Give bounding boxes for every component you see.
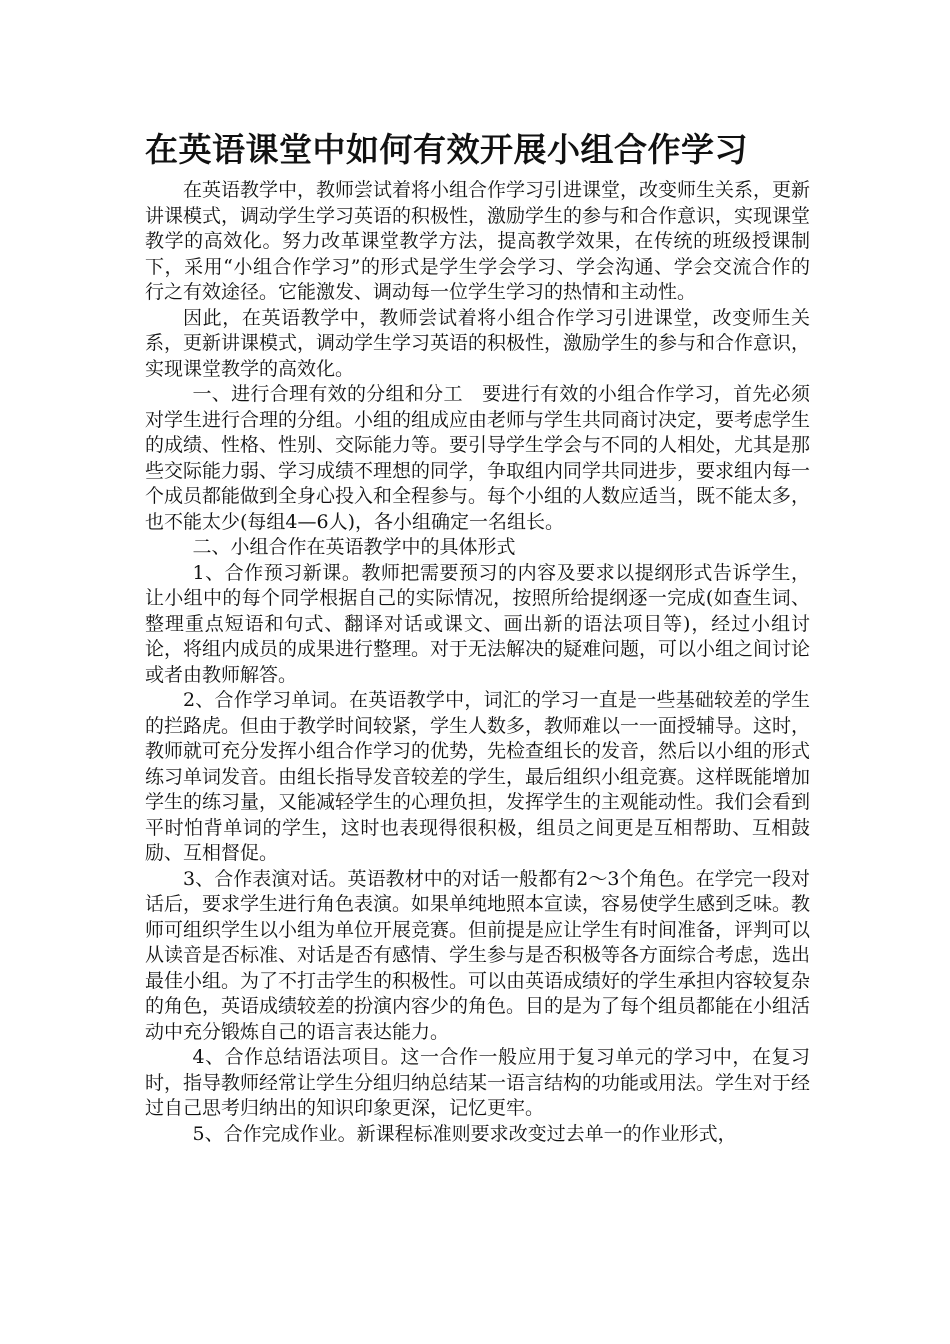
section-two-heading: 二、小组合作在英语教学中的具体形式 (192, 536, 516, 558)
item-1-preview-lessons: 1、合作预习新课。教师把需要预习的内容及要求以提纲形式告诉学生，让小组中的每个同学根据自己的实际情况，按照所给提纲逐一完成(如查生词、整理重点短语和句式、翻译对话或课文、画出新的语法项目等)，经过小组讨论，将组内成员的成果进行整理。对于无法解决的疑难问题，可以小组之间讨论或者由教师解答。 (145, 561, 811, 686)
item-3-perform-dialogues: 3、合作表演对话。英语教材中的对话一般都有2～3个角色。在学完一段对话后，要求学生进行角色表演。如果单纯地照本宣读，容易使学生感到乏味。教师可组织学生以小组为单位开展竞赛。但前提是应让学生有时间准备，评判可以从读音是否标准、对话是否有感情、学生参与是否积极等各方面综合考虑，选出最佳小组。为了不打击学生的积极性。可以由英语成绩好的学生承担内容较复杂的角色，英语成绩较差的扮演内容少的角色。目的是为了每个组员都能在小组活动中充分锻炼自己的语言表达能力。 (145, 867, 811, 1043)
section-one-grouping: 一、进行合理有效的分组和分工 要进行有效的小组合作学习，首先必须对学生进行合理的分组。小组的组成应由老师与学生共同商讨决定，要考虑学生的成绩、性格、性别、交际能力等。要引导学生学会与不同的人相处，尤其是那些交际能力弱、学习成绩不理想的同学，争取组内同学共同进步，要求组内每一个成员都能做到全身心投入和全程参与。每个小组的人数应适当，既不能太多，也不能太少(每组4—6人)，各小组确定一名组长。 (145, 383, 811, 533)
item-5-complete-homework: 5、合作完成作业。新课程标准则要求改变过去单一的作业形式， (192, 1122, 737, 1145)
item-2-learn-vocabulary: 2、合作学习单词。在英语教学中，词汇的学习一直是一些基础较差的学生的拦路虎。但由于教学时间较紧，学生人数多，教师难以一一面授辅导。这时，教师就可充分发挥小组合作学习的优势，先检查组长的发音，然后以小组的形式练习单词发音。由组长指导发音较差的学生，最后组织小组竞赛。这样既能增加学生的练习量，又能减轻学生的心理负担，发挥学生的主观能动性。我们会看到平时怕背单词的学生，这时也表现得很积极，组员之间更是互相帮助、互相鼓励、互相督促。 (145, 689, 811, 864)
document-title: 在英语课堂中如何有效开展小组合作学习 (145, 130, 748, 169)
paragraph-therefore: 因此，在英语教学中，教师尝试着将小组合作学习引进课堂，改变师生关系，更新讲课模式，调动学生学习英语的积极性，激励学生的参与和合作意识，实现课堂教学的高效化。 (145, 306, 811, 380)
item-4-summarize-grammar: 4、合作总结语法项目。这一合作一般应用于复习单元的学习中，在复习时，指导教师经常让学生分组归纳总结某一语言结构的功能或用法。学生对于经过自己思考归纳出的知识印象更深，记忆更牢。 (145, 1046, 811, 1119)
paragraph-intro: 在英语教学中，教师尝试着将小组合作学习引进课堂，改变师生关系，更新讲课模式，调动学生学习英语的积极性，激励学生的参与和合作意识，实现课堂教学的高效化。努力改革课堂教学方法，提高教学效果，在传统的班级授课制下，采用“小组合作学习”的形式是学生学会学习、学会沟通、学会交流合作的行之有效途径。它能激发、调动每一位学生学习的热情和主动性。 (145, 179, 811, 303)
document-page (145, 128, 810, 1147)
